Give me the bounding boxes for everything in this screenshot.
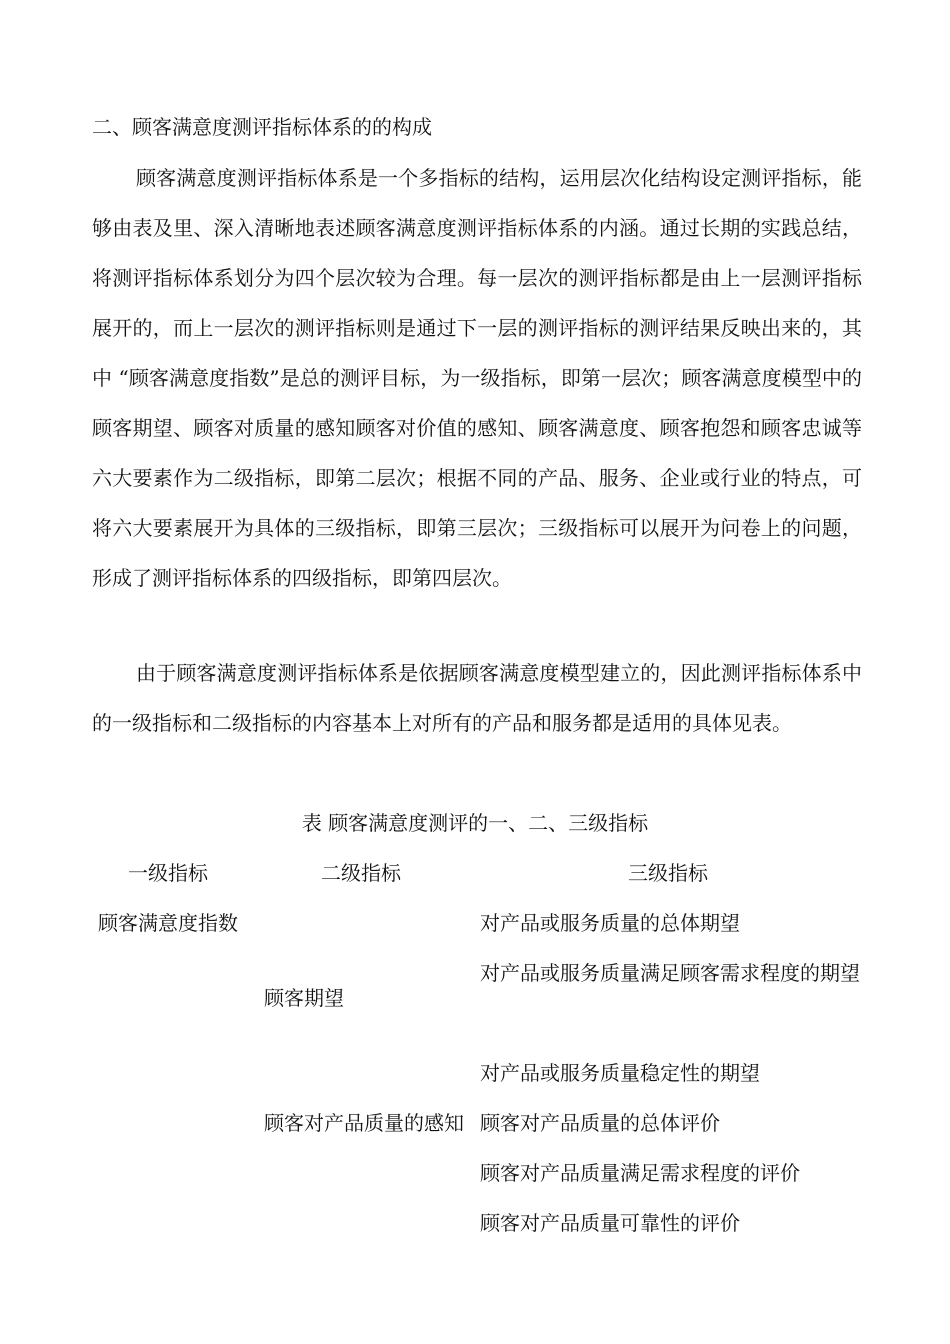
section-heading: 二、顾客满意度测评指标体系的的构成 (92, 115, 432, 139)
level2-indicator-quality-perception: 顾客对产品质量的感知 (264, 1111, 464, 1135)
paragraph-structure: 顾客满意度测评指标体系是一个多指标的结构，运用层次化结构设定测评指标，能够由表及里、深入清晰地表述顾客满意度测评指标体系的内涵。通过长期的实践总结，将测评指标体系划分为四个层次较为合理。每一层次的测评指标都是由上一层测评指标展开的，而上一层次的测评指标则是通过下一层的测评指标的测评结果反映出来的，其中 “顾客满意度指数”是总的测评目标，为一级指标，即第一层次；顾客满意度模型中的顾客期望、顾客对质量的感知顾客对价值的感知、顾客满意度、顾客抱怨和顾客忠诚等六大要素作为二级指标，即第二层次；根据不同的产品、服务、企业或行业的特点，可将六大要素展开为具体的三级指标，即第三层次；三级指标可以展开为问卷上的问题，形成了测评指标体系的四级指标，即第四层次。 (92, 166, 862, 590)
level3-indicator: 顾客对产品质量的总体评价 (480, 1111, 720, 1135)
level3-indicator: 顾客对产品质量满足需求程度的评价 (480, 1161, 800, 1185)
level3-indicator: 顾客对产品质量可靠性的评价 (480, 1211, 740, 1235)
level3-indicator: 对产品或服务质量稳定性的期望 (480, 1061, 760, 1085)
column-header-level3: 三级指标 (628, 861, 708, 885)
level3-indicator: 对产品或服务质量的总体期望 (480, 911, 740, 935)
level2-indicator-expectation: 顾客期望 (264, 986, 344, 1010)
level1-indicator: 顾客满意度指数 (98, 911, 238, 935)
table-caption: 表 顾客满意度测评的一、二、三级指标 (301, 811, 649, 835)
column-header-level2: 二级指标 (321, 861, 401, 885)
paragraph-applicability: 由于顾客满意度测评指标体系是依据顾客满意度模型建立的，因此测评指标体系中的一级指标和二级指标的内容基本上对所有的产品和服务都是适用的具体见表。 (92, 661, 862, 735)
level3-indicator: 对产品或服务质量满足顾客需求程度的期望 (480, 961, 860, 985)
column-header-level1: 一级指标 (128, 861, 208, 885)
